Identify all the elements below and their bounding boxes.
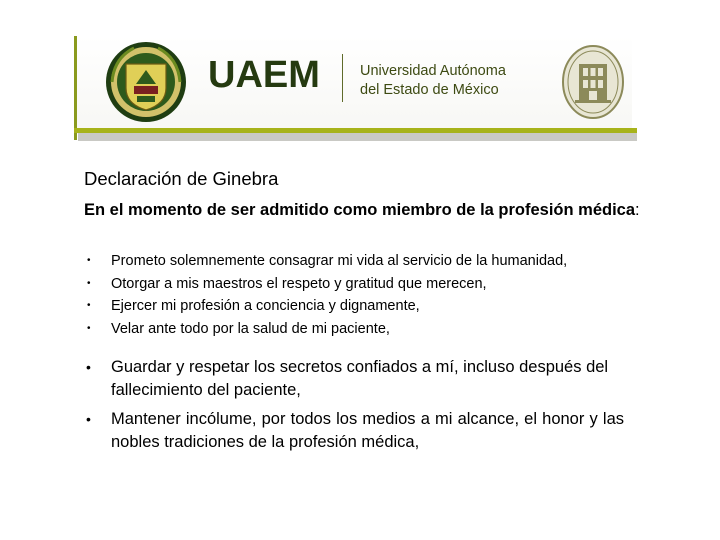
- pledge-list-secondary: [84, 356, 624, 460]
- banner-accent-line: [74, 128, 637, 133]
- bullet-icon: •: [86, 411, 91, 427]
- declaration-intro: [84, 199, 644, 221]
- list-item: [84, 295, 644, 318]
- list-item: [84, 250, 644, 273]
- logo-divider: [342, 54, 343, 102]
- banner-shadow: [78, 133, 637, 141]
- bullet-icon: •: [87, 300, 91, 311]
- list-item-text: Mantener incólume, por todos los medios a mi alcance, el honor y las nobles tradiciones de la profesión médica,: [111, 410, 624, 451]
- uaem-logo-text: UAEM: [208, 54, 320, 96]
- bullet-icon: •: [87, 255, 91, 266]
- list-item: [84, 356, 624, 402]
- list-item-text: Ejercer mi profesión a conciencia y dignamente,: [111, 298, 420, 314]
- list-item-text: Otorgar a mis maestros el respeto y gratitud que merecen,: [111, 275, 487, 292]
- list-item-text: Prometo solemnemente consagrar mi vida al servicio de la humanidad,: [111, 253, 568, 269]
- declaration-intro-colon: :: [635, 201, 640, 219]
- list-item-text: Velar ante todo por la salud de mi paciente,: [111, 320, 390, 337]
- bullet-icon: •: [87, 277, 91, 289]
- bullet-icon: •: [86, 359, 91, 375]
- building-medallion-icon: [561, 44, 625, 120]
- list-item: [84, 273, 644, 296]
- page-title: Declaración de Ginebra: [84, 168, 279, 189]
- list-item-text: Guardar y respetar los secretos confiados a mí, incluso después del fallecimiento del paciente,: [111, 358, 609, 399]
- university-name-line1: Universidad Autónoma: [360, 63, 506, 79]
- uaem-shield-seal-icon: [104, 40, 188, 124]
- list-item: [84, 408, 624, 454]
- university-name: [360, 62, 506, 100]
- declaration-intro-text: En el momento de ser admitido como miembro de la profesión médica: [84, 201, 636, 219]
- banner-left-border: [74, 36, 77, 140]
- list-item: [84, 318, 644, 341]
- bullet-icon: •: [87, 322, 91, 334]
- university-name-line2: del Estado de México: [360, 82, 499, 98]
- pledge-list-primary: [84, 250, 644, 340]
